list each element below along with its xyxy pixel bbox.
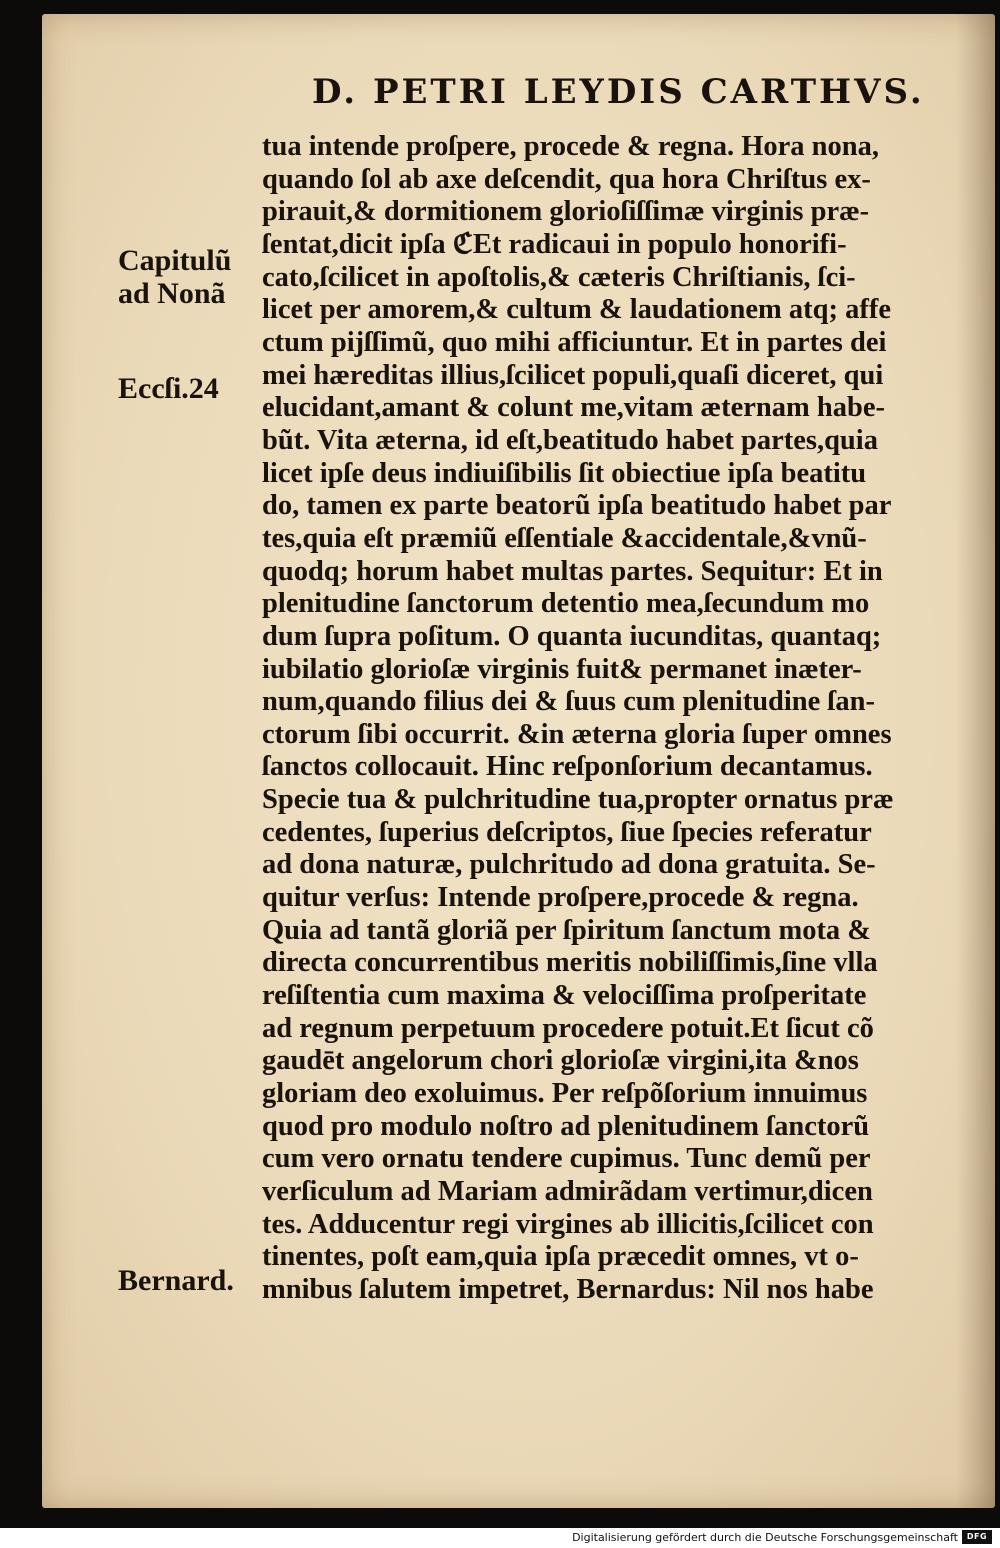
marginal-note-ecclesiasticus: Eccſi.24 (118, 372, 219, 405)
text-line: mnibus ſalutem impetret, Bernardus: Nil nos habe (262, 1273, 874, 1305)
text-line: directa concurrentibus meritis nobiliſſimis,ſine vlla (262, 947, 878, 979)
text-line: quodq; horum habet multas partes. Sequitur: Et in (262, 555, 883, 587)
text-line: verſiculum ad Mariam admirãdam vertimur,dicen (262, 1176, 873, 1207)
text-line: reſiſtentia cum maxima & velociſſima proſperitate (262, 980, 867, 1012)
text-line: tua intende proſpere, procede & regna. Hora nona, (262, 131, 879, 162)
text-line: quitur verſus: Intende proſpere,procede & regna. (262, 882, 859, 914)
text-line: Specie tua & pulchritudine tua,propter ornatus præ (262, 784, 894, 816)
text-line: tinentes, poſt eam,quia ipſa præcedit omnes, vt o- (262, 1241, 859, 1273)
text-line: bũt. Vita æterna, id eſt,beatitudo habet partes,quia (262, 424, 878, 456)
text-line: ad dona naturæ, pulchritudo ad dona gratuita. Se- (262, 849, 876, 881)
marginal-note-capitulum: Capitulũ (118, 244, 232, 277)
dfg-logo: DFG (962, 1530, 992, 1544)
text-line: ſentat,dicit ipſa ℭEt radicaui in populo honorifi- (262, 228, 847, 260)
marginal-note-ad-nonam: ad Nonã (118, 277, 226, 310)
text-line: quando ſol ab axe deſcendit, qua hora Chriſtus ex- (262, 163, 871, 195)
digitization-credit: Digitalisierung gefördert durch die Deutsche Forschungsgemeinschaft (572, 1531, 958, 1544)
text-line: plenitudine ſanctorum detentio mea,ſecundum mo (262, 588, 870, 620)
running-head: D. PETRI LEYDIS CARTHVS. (312, 72, 925, 112)
text-line: tes. Adducentur regi virgines ab illicitis,ſcilicet con (262, 1208, 874, 1240)
text-line: Quia ad tantã gloriã per ſpiritum ſanctum mota & (262, 914, 872, 946)
text-line: ſanctos collocauit. Hinc reſponſorium decantamus. (262, 751, 873, 783)
text-line: ctum pijſſimũ, quo mihi afficiuntur. Et in partes dei (262, 326, 887, 358)
text-line: cedentes, ſuperius deſcriptos, ſiue ſpecies referatur (262, 816, 872, 848)
text-line: gaudēt angelorum chori glorioſæ virgini,ita &nos (262, 1045, 859, 1077)
text-line: cato,ſcilicet in apoſtolis,& cæteris Chriſtianis, ſci- (262, 261, 856, 293)
text-line: mei hæreditas illius,ſcilicet populi,quaſi diceret, qui (262, 359, 884, 391)
text-line: num,quando filius dei & ſuus cum plenitudine ſan- (262, 686, 875, 718)
text-line: elucidant,amant & colunt me,vitam æternam habe- (262, 392, 885, 424)
text-line: licet per amorem,& cultum & laudationem atq; affe (262, 294, 891, 326)
text-line: cum vero ornatu tendere cupimus. Tunc demũ per (262, 1143, 871, 1175)
main-text-block (262, 131, 952, 1307)
text-line: pirauit,& dormitionem glorioſiſſimæ virginis præ- (262, 196, 870, 228)
text-line: gloriam deo exoluimus. Per reſpõſorium innuimus (262, 1078, 868, 1110)
text-line: ctorum ſibi occurrit. &in æterna gloria ſuper omnes (262, 718, 892, 750)
text-line: iubilatio glorioſæ virginis fuit& permanet inæter- (262, 653, 862, 685)
text-line: ad regnum perpetuum procedere potuit.Et ſicut cõ (262, 1012, 874, 1044)
text-line: quod pro modulo noſtro ad plenitudinem ſanctorũ (262, 1110, 870, 1142)
text-line: tes,quia eſt præmiũ eſſentiale &accidentale,&vnũ- (262, 522, 867, 554)
text-line: do, tamen ex parte beatorũ ipſa beatitudo habet par (262, 490, 892, 522)
text-line: dum ſupra poſitum. O quanta iucunditas, quantaq; (262, 620, 882, 652)
marginal-note-bernard: Bernard. (118, 1264, 234, 1297)
text-line: licet ipſe deus indiuiſibilis ſit obiectiue ipſa beatitu (262, 457, 867, 489)
